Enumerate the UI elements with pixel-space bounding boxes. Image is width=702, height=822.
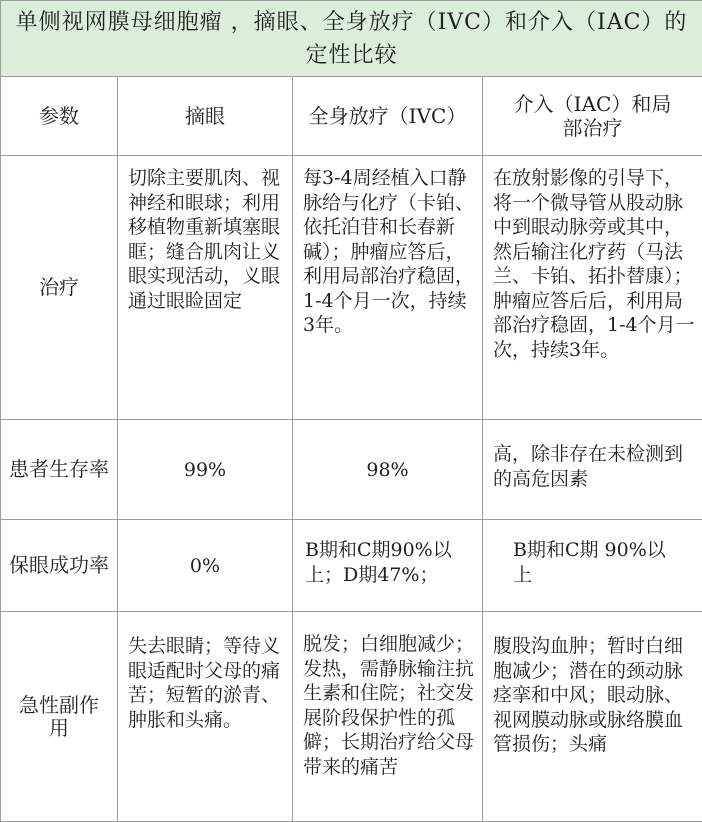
cell-treatment-ivc: 每3-4周经植入口静脉给与化疗（卡铂、依托泊苷和长春新碱）；肿瘤应答后，利用局部治疗稳固，1-4个月一次，持续3年。 (293, 156, 483, 420)
table-row-treatment (1, 156, 702, 420)
row-label-side-effects: 急性副作用 (1, 612, 118, 822)
cell-effects-ivc: 脱发；白细胞减少；发热，需静脉输注抗生素和住院；社交发展阶段保护性的孤僻；长期治疗给父母带来的痛苦 (293, 612, 483, 822)
header-enucleation: 摘眼 (118, 77, 293, 156)
header-parameter: 参数 (1, 77, 118, 156)
cell-salvage-enucleation: 0% (118, 520, 293, 612)
cell-treatment-iac: 在放射影像的引导下，将一个微导管从股动脉中到眼动脉旁或其中，然后输注化疗药（马法兰、卡铂、拓扑替康）；肿瘤应答后后，利用局部治疗稳固，1-4个月一次，持续3年。 (483, 156, 702, 420)
table-row-side-effects (1, 612, 702, 822)
cell-effects-iac: 腹股沟血肿；暂时白细胞减少；潜在的颈动脉痉挛和中风；眼动脉、视网膜动脉或脉络膜血管损伤；头痛 (483, 612, 702, 822)
cell-salvage-ivc: B期和C期90%以上；D期47%； (293, 520, 483, 612)
cell-survival-ivc: 98% (293, 420, 483, 520)
title-row (1, 1, 702, 77)
cell-effects-enucleation: 失去眼睛；等待义眼适配时父母的痛苦；短暂的淤青、肿胀和头痛。 (118, 612, 293, 822)
table-row-eye-salvage (1, 520, 702, 612)
row-label-treatment: 治疗 (1, 156, 118, 420)
table-row-survival (1, 420, 702, 520)
cell-survival-iac: 高，除非存在未检测到的高危因素 (483, 420, 702, 520)
cell-salvage-iac: B期和C期 90%以上 (483, 520, 702, 612)
header-iac: 介入（IAC）和局部治疗 (483, 77, 702, 156)
header-ivc: 全身放疗（IVC） (293, 77, 483, 156)
table-title: 单侧视网膜母细胞瘤 ，摘眼、全身放疗（IVC）和介入（IAC）的定性比较 (1, 1, 702, 77)
header-row (1, 77, 702, 156)
cell-survival-enucleation: 99% (118, 420, 293, 520)
cell-treatment-enucleation: 切除主要肌肉、视神经和眼球；利用移植物重新填塞眼眶；缝合肌肉让义眼实现活动，义眼通过眼睑固定 (118, 156, 293, 420)
row-label-survival: 患者生存率 (1, 420, 118, 520)
row-label-eye-salvage: 保眼成功率 (1, 520, 118, 612)
